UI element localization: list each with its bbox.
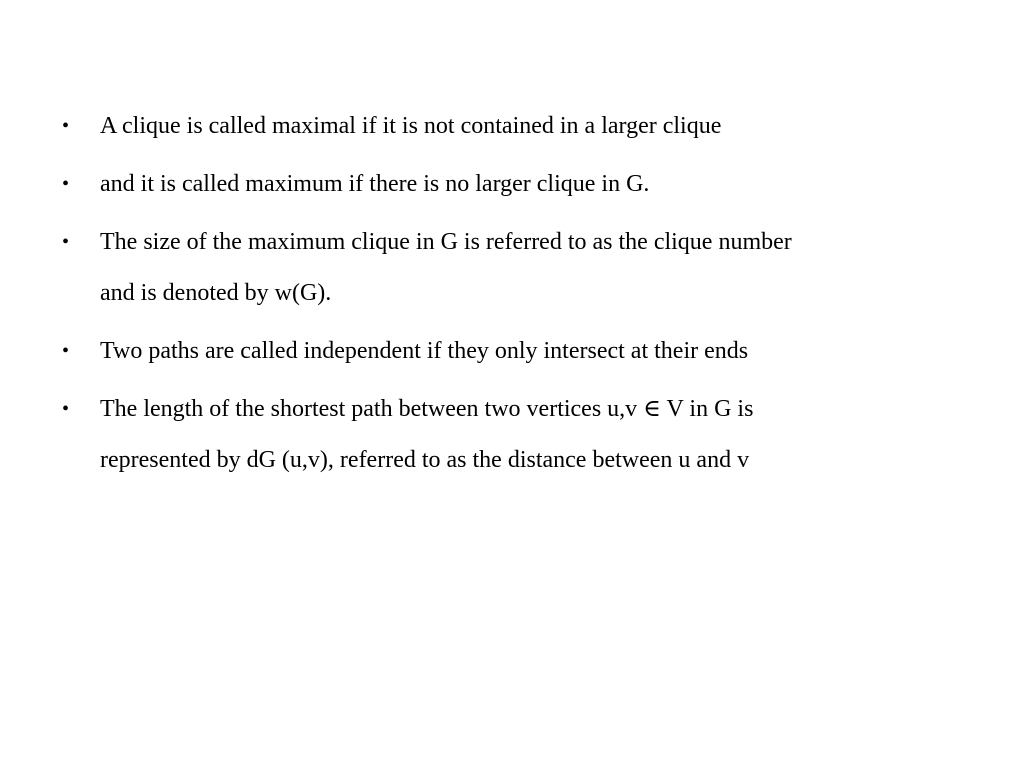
bullet-item-maximum [62,159,962,210]
bullet-text-line: A clique is called maximal if it is not contained in a larger clique [100,113,722,139]
bullet-item-independent-paths [62,326,962,377]
bullet-text-line: represented by dG (u,v), referred to as the distance between u and v [100,447,750,473]
bullet-text-line: and it is called maximum if there is no larger clique in G. [100,171,650,197]
bullet-marker: • [62,398,70,420]
bullet-marker: • [62,173,70,195]
bullet-marker: • [62,231,70,253]
bullet-marker: • [62,340,70,362]
bullet-item-maximal [62,101,962,152]
bullet-list [62,101,962,486]
bullet-text-line: The length of the shortest path between two vertices u,v ∈ V in G is [100,396,754,422]
bullet-text-line: The size of the maximum clique in G is referred to as the clique number [100,229,792,255]
bullet-text-line: and is denoted by w(G). [100,280,332,306]
bullet-text-line: Two paths are called independent if they only intersect at their ends [100,338,749,364]
bullet-item-clique-number [62,217,962,319]
bullet-marker: • [62,115,70,137]
bullet-item-distance [62,384,962,486]
